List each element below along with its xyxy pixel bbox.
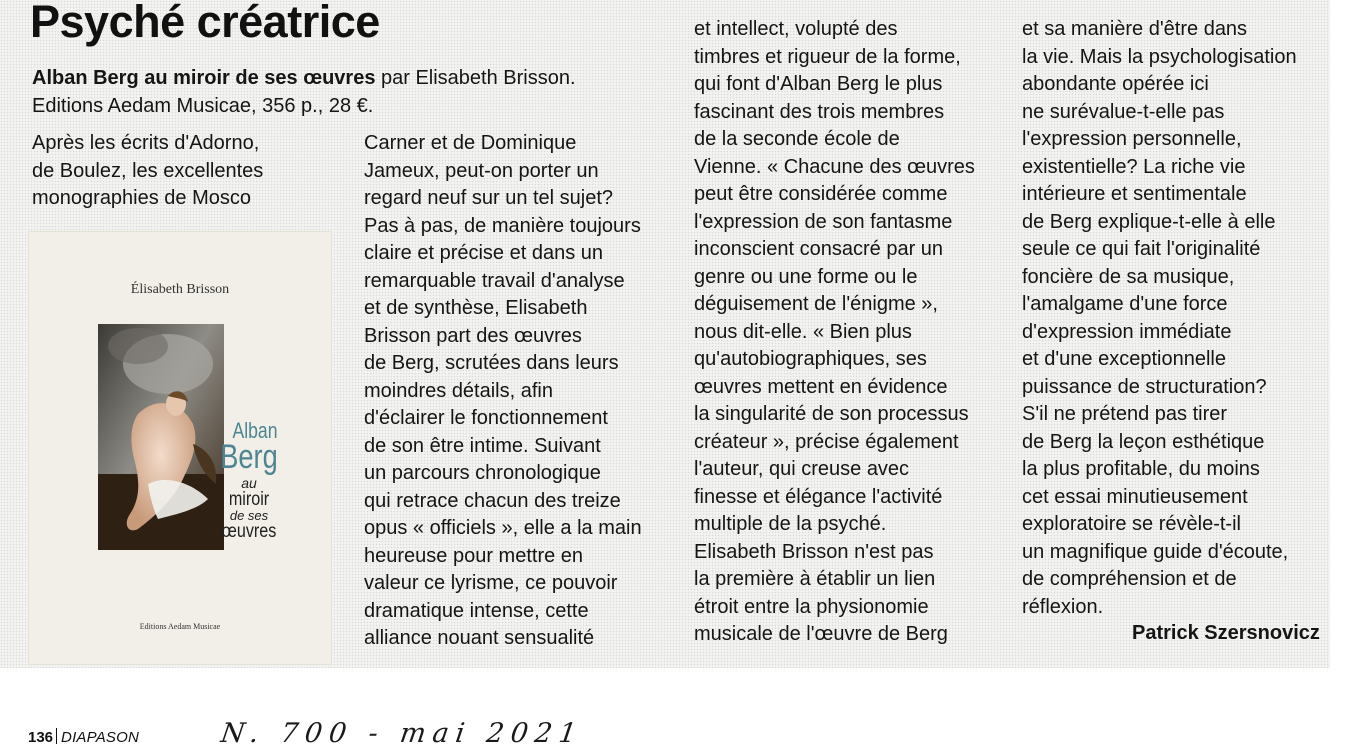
page-number: 136 <box>28 729 54 746</box>
text-line: de compréhension et de <box>1022 568 1237 590</box>
text-line: un magnifique guide d'écoute, <box>1022 540 1289 563</box>
text-line: S'il ne prétend pas tirer <box>1022 403 1228 425</box>
text-line: regard neuf sur un tel sujet? <box>364 187 614 209</box>
text-line: de Boulez, les excellentes <box>32 159 264 182</box>
text-line: foncière de sa musique, <box>1022 265 1235 288</box>
text-line: opus « officiels », elle a la main <box>364 517 642 539</box>
text-line: finesse et élégance l'activité <box>694 485 943 508</box>
text-line: et d'une exceptionnelle <box>1022 348 1226 370</box>
book-cover-title-line: de ses <box>229 508 269 523</box>
text-line: claire et précise et dans un <box>364 242 604 264</box>
text-line: l'amalgame d'une force <box>1022 293 1228 315</box>
text-line: la singularité de son processus <box>694 403 969 425</box>
text-line: et sa manière d'être dans <box>1022 18 1248 40</box>
text-column-2 <box>364 130 642 653</box>
text-line: moindres détails, afin <box>364 379 553 402</box>
text-line: Carner et de Dominique <box>364 132 577 154</box>
text-line: qui retrace chacun des treize <box>364 489 621 512</box>
text-line: Jameux, peut-on porter un <box>364 159 599 182</box>
text-line: de son être intime. Suivant <box>364 434 601 457</box>
text-line: existentielle? La riche vie <box>1022 155 1246 178</box>
text-line: intérieure et sentimentale <box>1022 183 1247 205</box>
handwritten-note-text: N. 700 - mai 2021 <box>218 718 579 749</box>
text-line: d'éclairer le fonctionnement <box>364 407 608 429</box>
text-line: l'expression de son fantasme <box>694 210 953 233</box>
text-line: multiple de la psyché. <box>694 513 887 535</box>
book-cover-publisher: Editions Aedam Musicae <box>139 622 221 631</box>
text-line: fascinant des trois membres <box>694 100 945 123</box>
text-line: étroit entre la physionomie <box>694 595 929 618</box>
book-cover-title-line: Berg <box>220 438 278 476</box>
book-cover-title-line: œuvres <box>221 521 277 542</box>
text-line: abondante opérée ici <box>1022 73 1209 95</box>
text-line: de la seconde école de <box>694 128 900 150</box>
text-line: nous dit-elle. « Bien plus <box>694 320 912 343</box>
text-line: d'expression immédiate <box>1022 320 1232 343</box>
text-line: de Berg, scrutées dans leurs <box>364 352 619 374</box>
book-cover <box>29 232 331 664</box>
text-line: Elisabeth Brisson n'est pas <box>694 540 934 563</box>
text-line: valeur ce lyrisme, ce pouvoir <box>364 572 618 594</box>
book-cover-title <box>189 420 309 541</box>
text-line: créateur », précise également <box>694 430 959 453</box>
text-line: inconscient consacré par un <box>694 238 944 260</box>
text-line: qu'autobiographiques, ses <box>694 348 927 370</box>
text-line: Vienne. « Chacune des œuvres <box>694 155 975 178</box>
text-line: Pas à pas, de manière toujours <box>364 214 641 237</box>
text-line: réflexion. <box>1022 595 1104 618</box>
article-headline: Psyché créatrice <box>30 0 380 47</box>
book-cover-title-line: Alban <box>232 418 278 443</box>
reviewed-book-publication: Editions Aedam Musicae, 356 p., 28 €. <box>32 95 374 117</box>
text-line: Après les écrits d'Adorno, <box>32 132 260 154</box>
text-line: heureuse pour mettre en <box>364 544 584 567</box>
text-line: musicale de l'œuvre de Berg <box>694 623 948 645</box>
page-footer <box>28 728 139 746</box>
text-column-3 <box>694 16 975 649</box>
reviewed-book-title: Alban Berg au miroir de ses œuvres <box>32 67 376 89</box>
text-line: déguisement de l'énigme », <box>694 293 938 315</box>
text-line: l'expression personnelle, <box>1022 128 1242 150</box>
text-line: alliance nouant sensualité <box>364 627 595 649</box>
text-line: l'auteur, qui creuse avec <box>694 458 910 480</box>
text-line: la plus profitable, du moins <box>1022 458 1260 480</box>
handwritten-note <box>215 706 580 750</box>
text-line: Brisson part des œuvres <box>364 324 582 347</box>
reviewed-book-author: par Elisabeth Brisson. <box>375 67 576 89</box>
text-line: un parcours chronologique <box>364 462 601 484</box>
text-line: dramatique intense, cette <box>364 599 589 622</box>
text-line: la première à établir un lien <box>694 568 936 590</box>
footer-divider <box>56 728 57 744</box>
magazine-name: DIAPASON <box>61 729 140 746</box>
text-line: de Berg explique-t-elle à elle <box>1022 210 1276 233</box>
text-column-1 <box>32 130 263 213</box>
text-line: peut être considérée comme <box>694 183 948 205</box>
article-signature: Patrick Szersnovicz <box>1132 622 1320 644</box>
text-line: la vie. Mais la psychologisation <box>1022 45 1297 68</box>
text-line: timbres et rigueur de la forme, <box>694 45 961 68</box>
text-line: exploratoire se révèle-t-il <box>1022 513 1241 535</box>
text-line: et intellect, volupté des <box>694 18 898 40</box>
text-line: cet essai minutieusement <box>1022 485 1248 508</box>
text-line: de Berg la leçon esthétique <box>1022 430 1265 453</box>
text-line: remarquable travail d'analyse <box>364 269 625 292</box>
book-cover-author: Élisabeth Brisson <box>130 282 230 297</box>
text-line: monographies de Mosco <box>32 187 252 209</box>
text-line: qui font d'Alban Berg le plus <box>694 73 943 95</box>
book-cover-title-line: au <box>241 475 257 491</box>
text-line: et de synthèse, Elisabeth <box>364 297 588 319</box>
text-line: seule ce qui fait l'originalité <box>1022 238 1261 260</box>
text-column-4 <box>1022 16 1297 621</box>
text-line: ne surévalue-t-elle pas <box>1022 100 1225 123</box>
text-line: œuvres mettent en évidence <box>694 375 948 398</box>
text-line: genre ou une forme ou le <box>694 265 918 288</box>
article-byline <box>32 64 672 120</box>
text-line: puissance de structuration? <box>1022 375 1267 398</box>
book-cover-title-line: miroir <box>228 489 270 510</box>
